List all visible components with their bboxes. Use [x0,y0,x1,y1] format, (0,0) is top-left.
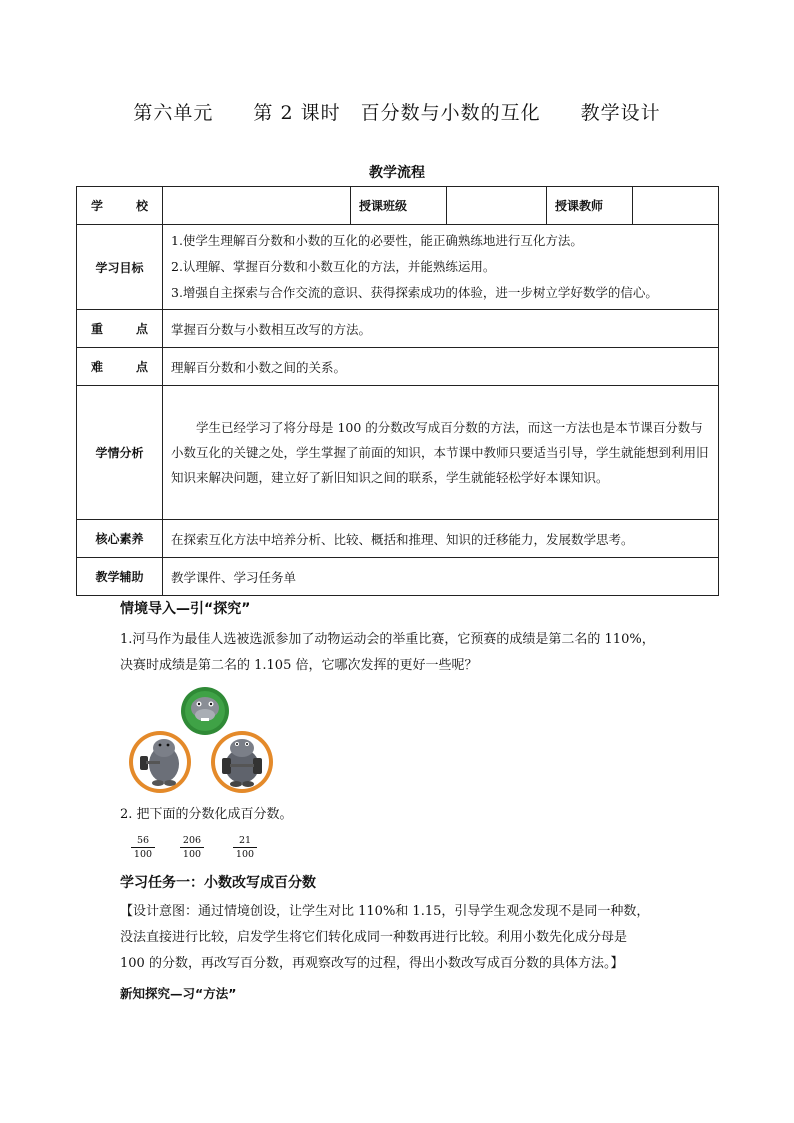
hippo-illustration [126,686,286,796]
task-1-heading: 学习任务一：小数改写成百分数 [120,875,316,891]
fraction-2 [180,835,204,860]
design-intent-line-2: 没法直接进行比较，启发学生将它们转化成同一种数再进行比较。利用小数先化成分母是 [120,930,628,945]
fraction-denominator: 100 [235,849,255,860]
table-row [77,520,719,558]
fraction-numerator: 206 [180,835,204,848]
intro-heading: 情境导入—引“探究” [120,601,251,617]
question-1-line-1: 1.河马作为最佳人选被选派参加了动物运动会的举重比赛，它预赛的成绩是第二名的 110%， [120,632,655,647]
design-intent-line-1: 【设计意图：通过情境创设，让学生对比 110%和 1.15，引导学生观念发现不是同一种数， [120,904,650,919]
goal-item: 2.认理解、掌握百分数和小数互化的方法，并能熟练运用。 [171,259,496,274]
analysis-text: 学生已经学习了将分母是 100 的分数改写成百分数的方法，而这一方法也是本节课百分数与小数互化的关键之处，学生掌握了前面的知识，本节课中教师只要适当引导，学生就能想到利用旧知识来解决问题，建立好了新旧知识之间的联系，学生就能轻松学好本课知识。 [163,386,719,520]
fraction-numerator: 21 [233,835,257,848]
section-subtitle: 教学流程 [369,165,425,181]
table-row [77,348,719,386]
teacher-label: 授课教师 [547,187,633,225]
goal-item: 1.使学生理解百分数和小数的互化的必要性，能正确熟练地进行互化方法。 [171,233,583,248]
document-title: 第六单元 第 2 课时 百分数与小数的互化 教学设计 [133,102,661,124]
hippo-badge-icon [181,687,229,735]
goals-label: 学习目标 [77,225,163,310]
core-literacy-label: 核心素养 [77,520,163,558]
key-point-label: 重 点 [77,310,163,348]
difficulty-text: 理解百分数和小数之间的关系。 [163,348,719,386]
question-2: 2. 把下面的分数化成百分数。 [120,807,293,822]
fraction-1 [131,835,155,860]
class-value [447,187,547,225]
table-row [77,386,719,520]
teacher-value [633,187,719,225]
fraction-numerator: 56 [131,835,155,848]
analysis-label: 学情分析 [77,386,163,520]
teaching-aids-label: 教学辅助 [77,558,163,596]
table-row [77,558,719,596]
new-knowledge-heading: 新知探究—习“方法” [120,986,237,1001]
table-row [77,225,719,310]
goal-item: 3.增强自主探索与合作交流的意识、获得探索成功的体验，进一步树立学好数学的信心。 [171,285,658,300]
key-point-text: 掌握百分数与小数相互改写的方法。 [163,310,719,348]
fraction-3 [233,835,257,860]
design-intent-line-3: 100 的分数，再改写百分数，再观察改写的过程，得出小数改写成百分数的具体方法。】 [120,956,624,971]
table-row [77,187,719,225]
hippo-weightlifter-left-icon [129,731,191,793]
table-row [77,310,719,348]
goals-cell [163,225,719,310]
hippo-weightlifter-right-icon [211,731,273,793]
teaching-aids-text: 教学课件、学习任务单 [163,558,719,596]
question-1-line-2: 决赛时成绩是第二名的 1.105 倍，它哪次发挥的更好一些呢？ [120,658,478,673]
fraction-denominator: 100 [133,849,153,860]
school-label: 学 校 [77,187,163,225]
core-literacy-text: 在探索互化方法中培养分析、比较、概括和推理、知识的迁移能力，发展数学思考。 [163,520,719,558]
class-label: 授课班级 [351,187,447,225]
school-value [163,187,351,225]
lesson-plan-table [76,186,719,596]
fraction-denominator: 100 [182,849,202,860]
difficulty-label: 难 点 [77,348,163,386]
